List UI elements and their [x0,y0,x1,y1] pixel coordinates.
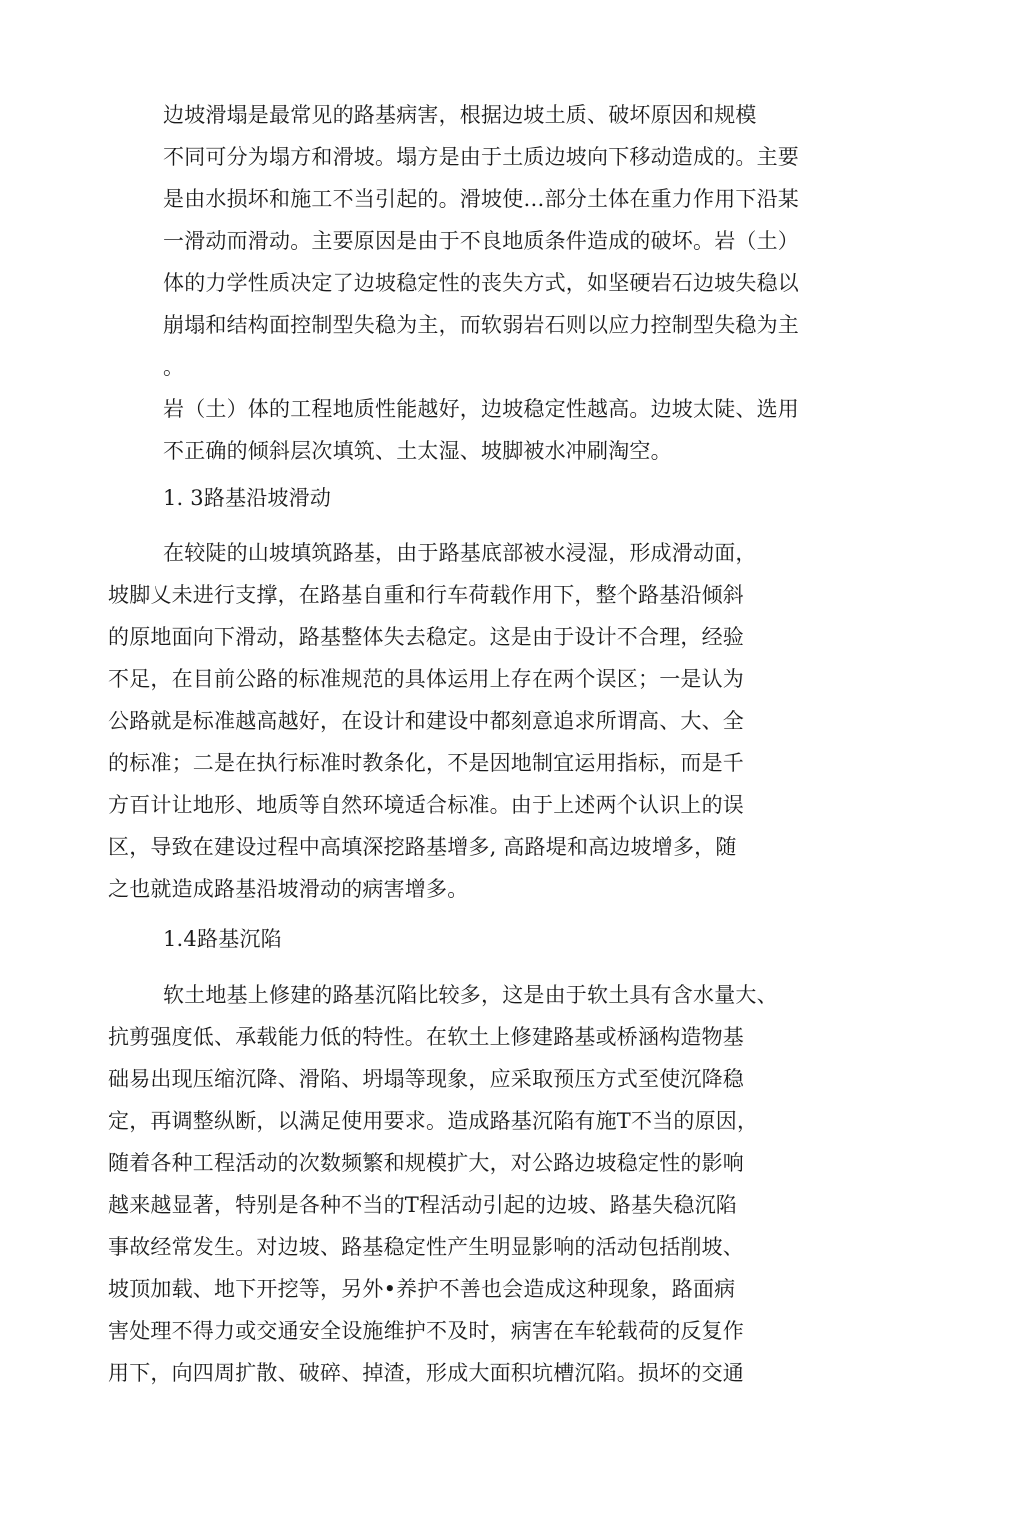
paragraph-line: 岩（土）体的工程地质性能越好，边坡稳定性越高。边坡太陡、选用 [163,397,799,421]
paragraph-line: 方百计让地形、地质等自然环境适合标准。由于上述两个认识上的误 [108,793,744,817]
paragraph-line: 础易出现压缩沉降、滑陷、坍塌等现象，应采取预压方式至使沉降稳 [108,1067,744,1091]
paragraph-line: 事故经常发生。对边坡、路基稳定性产生明显影响的活动包括削坡、 [108,1235,744,1259]
paragraph-line: 越来越显著，特别是各种不当的T程活动引起的边坡、路基失稳沉陷 [108,1193,738,1217]
paragraph-line: 坡脚乂未进行支撑，在路基自重和行车荷载作用下，整个路基沿倾斜 [108,583,744,607]
paragraph-line: 害处理不得力或交通安全设施维护不及时，病害在车轮载荷的反复作 [108,1319,744,1343]
paragraph-line: 不正确的倾斜层次填筑、土太湿、坡脚被水冲刷淘空。 [163,439,672,463]
paragraph-line: 抗剪强度低、承载能力低的特性。在软土上修建路基或桥涵构造物基 [108,1025,744,1049]
paragraph-line: 软土地基上修建的路基沉陷比较多，这是由于软土具有含水量大、 [163,983,778,1007]
paragraph-line: 之也就造成路基沿坡滑动的病害增多。 [108,877,469,901]
paragraph-line: 一滑动而滑动。主要原因是由于不良地质条件造成的破坏。岩（土） [163,229,799,253]
paragraph-line: 用下，向四周扩散、破碎、掉渣，形成大面积坑槽沉陷。损坏的交通 [108,1361,744,1385]
paragraph-line: 。 [163,355,185,379]
section-heading: 1. 3路基沿坡滑动 [163,486,332,510]
paragraph-line: 公路就是标准越高越好，在设计和建设中都刻意追求所谓高、大、全 [108,709,744,733]
paragraph-line: 体的力学性质决定了边坡稳定性的丧失方式，如坚硬岩石边坡失稳以 [163,271,799,295]
paragraph-line: 定，再调整纵断，以满足使用要求。造成路基沉陷有施T不当的原因， [108,1109,759,1133]
paragraph-line: 坡顶加载、地下开挖等，另外•养护不善也会造成这种现象，路面病 [108,1277,736,1301]
paragraph-line: 是由水损坏和施工不当引起的。滑坡使…部分土体在重力作用下沿某 [163,187,799,211]
paragraph-line: 不同可分为塌方和滑坡。塌方是由于土质边坡向下移动造成的。主要 [163,145,799,169]
paragraph-line: 的标准；二是在执行标准时教条化，不是因地制宜运用指标，而是千 [108,751,744,775]
paragraph-line: 边坡滑塌是最常见的路基病害，根据边坡土质、破坏原因和规模 [163,103,757,127]
paragraph-line: 崩塌和结构面控制型失稳为主，而软弱岩石则以应力控制型失稳为主 [163,313,799,337]
paragraph-line: 不足，在目前公路的标准规范的具体运用上存在两个误区；一是认为 [108,667,744,691]
paragraph-line: 在较陡的山坡填筑路基，由于路基底部被水浸湿，形成滑动面， [163,541,757,565]
paragraph-line: 随着各种工程活动的次数频繁和规模扩大，对公路边坡稳定性的影响 [108,1151,744,1175]
section-heading: 1.4路基沉陷 [163,927,282,951]
paragraph-line: 区，导致在建设过程中高填深挖路基增多, 高路堤和高边坡增多，随 [108,835,737,859]
paragraph-line: 的原地面向下滑动，路基整体失去稳定。这是由于设计不合理，经验 [108,625,744,649]
